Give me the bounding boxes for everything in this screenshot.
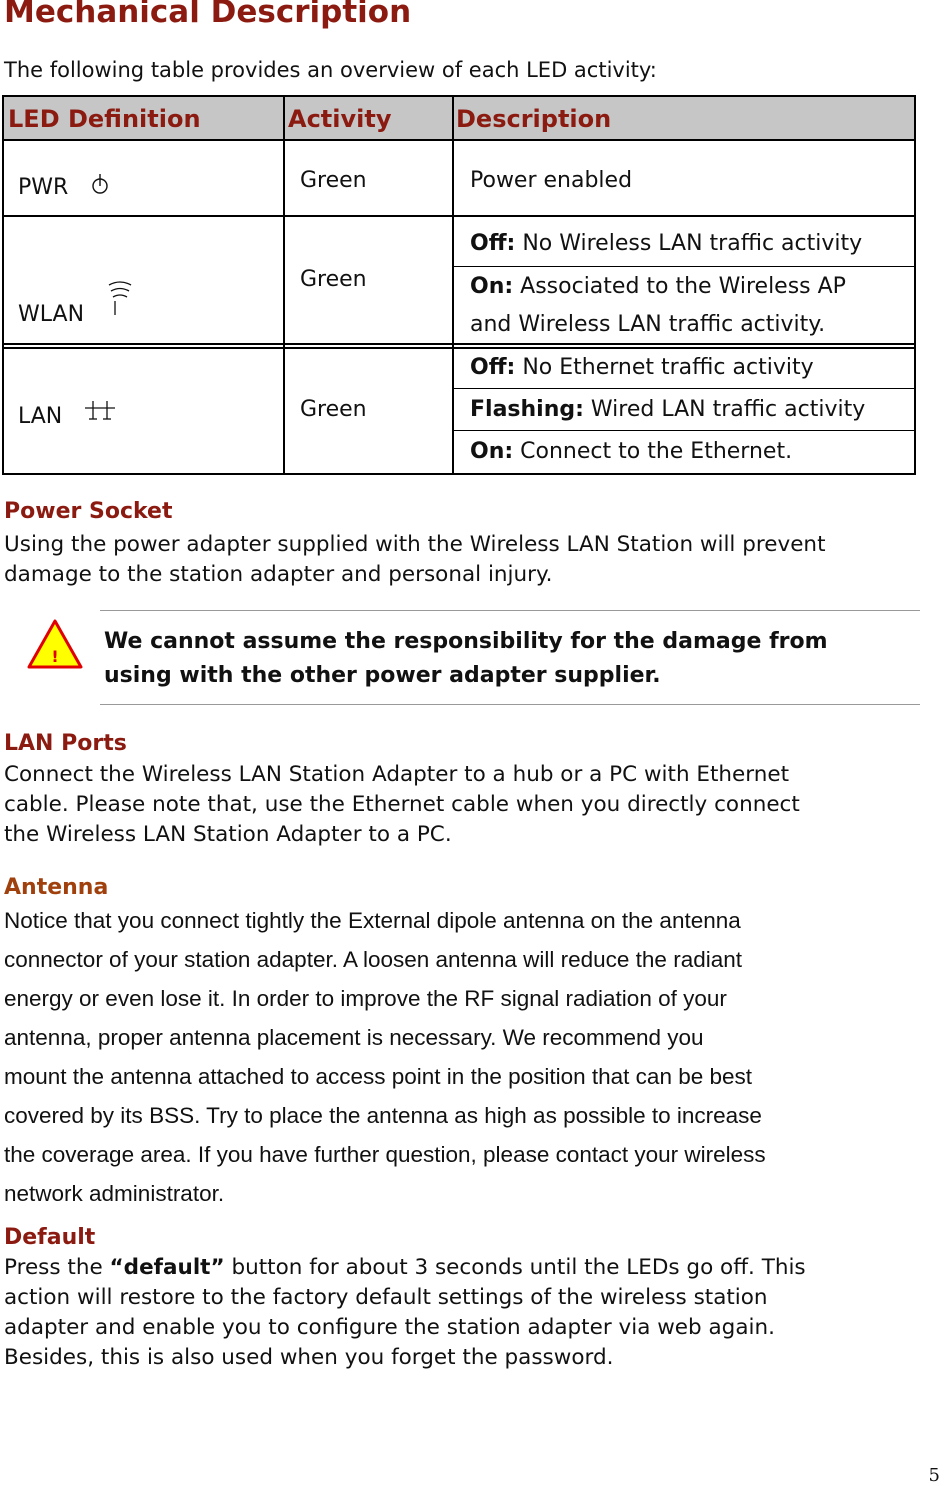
activity-cell: Green: [300, 267, 367, 292]
description-cell: [470, 397, 865, 422]
section-title-antenna: Antenna: [4, 875, 109, 900]
state-text: and Wireless LAN traffic activity.: [470, 312, 826, 337]
power-icon: [89, 172, 111, 196]
text-line: cable. Please note that, use the Ethernet cable when you directly connect: [4, 792, 800, 817]
state-label: Off:: [470, 355, 516, 380]
led-label: LAN: [18, 404, 63, 429]
state-text: Associated to the Wireless AP: [513, 274, 846, 299]
warning-top-rule: [100, 610, 920, 611]
column-divider: [283, 97, 285, 473]
antenna-text: [4, 901, 944, 1213]
text-line: Notice that you connect tightly the External dipole antenna on the antenna: [4, 908, 741, 933]
activity-cell: Green: [300, 397, 367, 422]
state-text: No Wireless LAN traffic activity: [515, 231, 863, 256]
state-label: Flashing:: [470, 397, 584, 422]
text-line: Besides, this is also used when you forget the password.: [4, 1345, 614, 1370]
text-line: the coverage area. If you have further question, please contact your wireless: [4, 1142, 766, 1167]
warning-bottom-rule: [100, 704, 920, 705]
text-line: [4, 1253, 944, 1283]
description-cell: [470, 231, 862, 256]
section-title-default: Default: [4, 1225, 96, 1250]
description-cell: Power enabled: [470, 168, 633, 193]
text-line: network administrator.: [4, 1181, 225, 1206]
text-line: We cannot assume the responsibility for the damage from: [104, 629, 828, 654]
description-cell: [470, 268, 846, 344]
state-text: Connect to the Ethernet.: [513, 439, 793, 464]
warning-symbol: !: [51, 647, 59, 666]
text-line: using with the other power adapter supplier.: [104, 663, 661, 688]
lan-icon: [83, 399, 117, 421]
text-line: adapter and enable you to configure the station adapter via web again.: [4, 1315, 775, 1340]
table-row-pwr: [18, 172, 111, 200]
row-divider: [4, 215, 914, 217]
text-span: Press the: [4, 1255, 110, 1280]
lan-ports-text: [4, 760, 944, 850]
warning-text: [104, 625, 828, 693]
text-line: action will restore to the factory default settings of the wireless station: [4, 1285, 768, 1310]
text-line: the Wireless LAN Station Adapter to a PC.: [4, 822, 452, 847]
header-led-definition: LED Definition: [8, 105, 201, 133]
state-text: No Ethernet traffic activity: [515, 355, 814, 380]
state-label: Off:: [470, 231, 516, 256]
text-line: antenna, proper antenna placement is necessary. We recommend you: [4, 1025, 704, 1050]
intro-text: The following table provides an overview of each LED activity:: [4, 58, 657, 82]
text-line: mount the antenna attached to access point in the position that can be best: [4, 1064, 753, 1089]
table-row-lan: [18, 399, 117, 429]
text-line: Connect the Wireless LAN Station Adapter to a hub or a PC with Ethernet: [4, 762, 790, 787]
row-divider: [4, 347, 914, 349]
text-line: connector of your station adapter. A loosen antenna will reduce the radiant: [4, 947, 742, 972]
warning-icon: [26, 618, 84, 670]
page-number: 5: [928, 1465, 940, 1486]
text-span: button for about 3 seconds until the LEDs go off. This: [224, 1255, 806, 1280]
cell-divider: [453, 388, 914, 389]
led-table: [2, 95, 916, 475]
state-label: On:: [470, 274, 514, 299]
default-text: [4, 1253, 944, 1373]
header-activity: Activity: [288, 105, 392, 133]
text-line: damage to the station adapter and personal injury.: [4, 562, 553, 587]
wireless-icon: [105, 277, 135, 317]
text-line: Using the power adapter supplied with the Wireless LAN Station will prevent: [4, 532, 826, 557]
page-title: Mechanical Description: [4, 0, 412, 30]
state-label: On:: [470, 439, 514, 464]
text-line: energy or even lose it. In order to improve the RF signal radiation of your: [4, 986, 727, 1011]
section-title-lan-ports: LAN Ports: [4, 731, 127, 756]
cell-divider: [453, 430, 914, 431]
led-label: WLAN: [18, 302, 85, 327]
description-cell: [470, 439, 792, 464]
section-title-power-socket: Power Socket: [4, 499, 173, 524]
text-line: covered by its BSS. Try to place the antenna as high as possible to increase: [4, 1103, 762, 1128]
cell-divider: [453, 266, 914, 267]
column-divider: [452, 97, 454, 473]
table-row-wlan: [18, 277, 135, 327]
activity-cell: Green: [300, 168, 367, 193]
default-keyword: “default”: [109, 1255, 225, 1280]
led-label: PWR: [18, 175, 69, 200]
header-description: Description: [456, 105, 612, 133]
table-header-row: [4, 97, 914, 141]
state-text: Wired LAN traffic activity: [583, 397, 866, 422]
description-cell: [470, 355, 814, 380]
power-socket-text: [4, 530, 944, 590]
